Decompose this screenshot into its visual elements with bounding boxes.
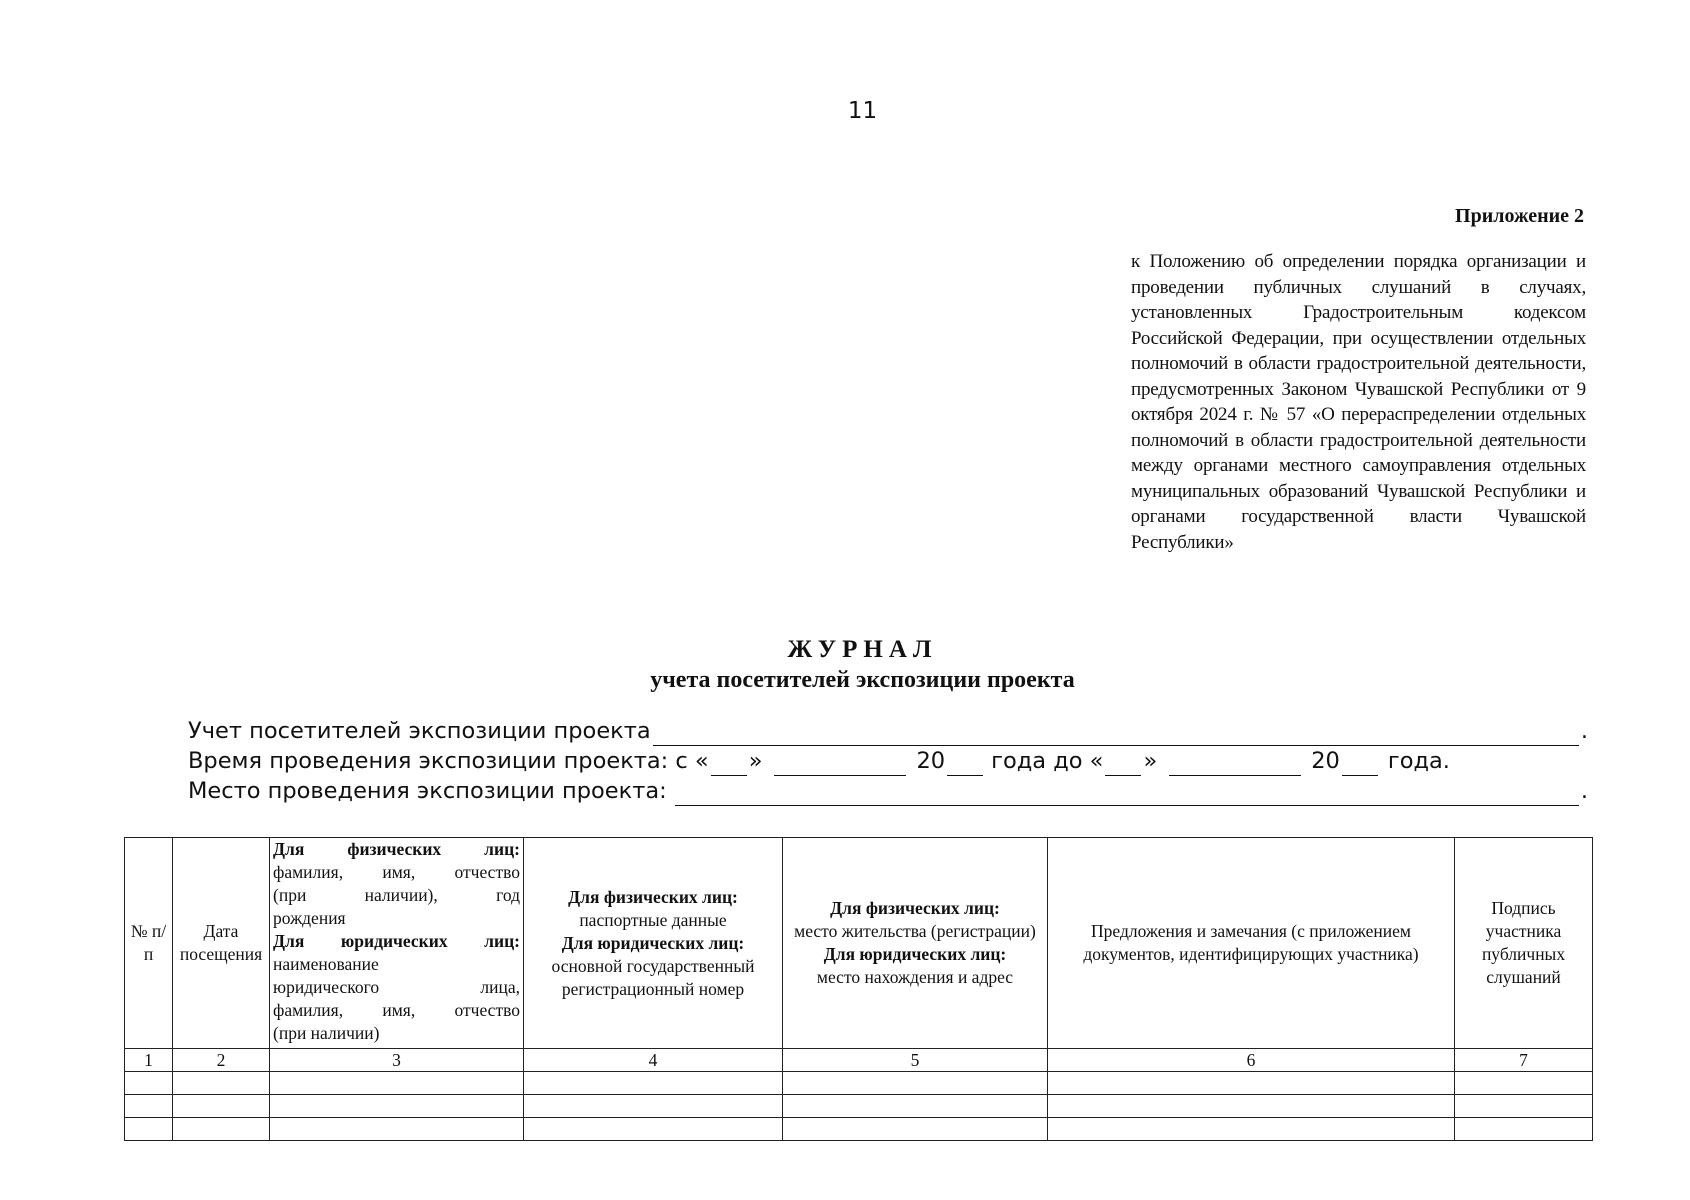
from-year-blank <box>947 753 983 776</box>
journal-subtitle: учета посетителей экспозиции проекта <box>650 667 1075 693</box>
header-number: № п/п <box>125 838 173 1049</box>
table-cell[interactable] <box>1455 1095 1593 1118</box>
header-address-line-1: Для физических лиц: <box>830 898 1000 918</box>
table-cell[interactable] <box>524 1072 783 1095</box>
column-number-3: 3 <box>270 1049 524 1072</box>
header-signature: Подпись участника публичных слушаний <box>1455 838 1593 1049</box>
column-number-7: 7 <box>1455 1049 1593 1072</box>
table-cell[interactable] <box>524 1095 783 1118</box>
table-cell[interactable] <box>270 1095 524 1118</box>
form-line-time <box>188 746 1588 776</box>
from-quote-close: » <box>748 748 763 774</box>
header-name-line-9: (при наличии) <box>273 1023 380 1043</box>
header-name-line-5: Для юридических лиц: <box>273 931 520 951</box>
table-cell[interactable] <box>1455 1118 1593 1141</box>
column-number-5: 5 <box>783 1049 1048 1072</box>
project-label: Учет посетителей экспозиции проекта <box>188 718 651 744</box>
table-cell[interactable] <box>173 1095 270 1118</box>
from-month-blank <box>774 753 906 776</box>
header-name-line-8: фамилия, имя, отчество <box>273 1000 520 1020</box>
journal-title: ЖУРНАЛ <box>787 636 938 663</box>
header-address-line-4: место нахождения и адрес <box>816 967 1014 987</box>
header-address-line-3: Для юридических лиц: <box>823 944 1007 964</box>
table-cell[interactable] <box>125 1095 173 1118</box>
to-quote-close: » <box>1143 748 1158 774</box>
header-passport <box>524 838 783 1049</box>
table-cell[interactable] <box>1048 1118 1455 1141</box>
form-line-project <box>188 716 1588 746</box>
header-name-line-6: наименование <box>273 954 379 974</box>
header-name-line-4: рождения <box>273 908 346 928</box>
place-blank <box>675 783 1579 806</box>
appendix-title: Приложение 2 <box>1455 205 1584 227</box>
table-row <box>125 1072 1593 1095</box>
header-address <box>783 838 1048 1049</box>
table-cell[interactable] <box>1048 1072 1455 1095</box>
to-month-blank <box>1169 753 1301 776</box>
from-day-blank <box>711 753 747 776</box>
table-cell[interactable] <box>524 1118 783 1141</box>
table-cell[interactable] <box>270 1072 524 1095</box>
table-row <box>125 1118 1593 1141</box>
header-passport-line-4: основной государственный регистрационный номер <box>551 955 755 999</box>
form-lines <box>188 716 1588 806</box>
header-row <box>125 838 1593 1049</box>
project-name-blank <box>653 723 1579 746</box>
header-passport-line-3: Для юридических лиц: <box>561 932 745 953</box>
table-cell[interactable] <box>1048 1095 1455 1118</box>
to-day-blank <box>1105 753 1141 776</box>
to-year-suffix: года. <box>1387 748 1450 774</box>
table-cell[interactable] <box>783 1072 1048 1095</box>
header-name-line-2: фамилия, имя, отчество <box>273 862 520 882</box>
column-number-1: 1 <box>125 1049 173 1072</box>
header-address-line-2: место жительства (регистрации) <box>794 921 1036 941</box>
header-passport-line-1: Для физических лиц: <box>568 886 738 907</box>
from-year-suffix: года до « <box>991 748 1104 774</box>
from-year-prefix: 20 <box>916 748 946 774</box>
header-name-line-7: юридического лица, <box>273 977 520 997</box>
page-number: 11 <box>847 98 878 124</box>
visitors-table <box>124 837 1593 1141</box>
column-number-2: 2 <box>173 1049 270 1072</box>
table-row <box>125 1095 1593 1118</box>
column-number-4: 4 <box>524 1049 783 1072</box>
table-cell[interactable] <box>1455 1072 1593 1095</box>
header-name <box>270 838 524 1049</box>
time-label: Время проведения экспозиции проекта: с « <box>188 748 709 774</box>
table-cell[interactable] <box>783 1118 1048 1141</box>
column-number-6: 6 <box>1048 1049 1455 1072</box>
period-mark: . <box>1580 778 1588 804</box>
table-cell[interactable] <box>783 1095 1048 1118</box>
header-name-line-3: (при наличии), год <box>273 885 520 905</box>
period-mark: . <box>1580 718 1588 744</box>
appendix-text: к Положению об определении порядка организации и проведении публичных слушаний в случаях, установленных Градостроительным кодексом Российской Федерации, при осуществлении отдельных полномочий в области градостроительной деятельности, предусмотренных Законом Чувашской Республики от 9 октября 2024 г. № 57 «О перераспределении отдельных полномочий в области градостроительной деятельности между органами местного самоуправления отдельных муниципальных образований Чувашской Республики и органами государственной власти Чувашской Республики» <box>1131 251 1586 553</box>
header-date: Дата посещения <box>173 838 270 1049</box>
table-cell[interactable] <box>270 1118 524 1141</box>
table-cell[interactable] <box>125 1072 173 1095</box>
form-line-place <box>188 776 1588 806</box>
header-name-line-1: Для физических лиц: <box>273 839 520 859</box>
place-label: Место проведения экспозиции проекта: <box>188 778 667 804</box>
header-passport-line-2: паспортные данные <box>579 909 727 930</box>
to-year-prefix: 20 <box>1311 748 1340 774</box>
header-proposals: Предложения и замечания (с приложением документов, идентифицирующих участника) <box>1048 838 1455 1049</box>
table-cell[interactable] <box>173 1118 270 1141</box>
number-row <box>125 1049 1593 1072</box>
table-cell[interactable] <box>125 1118 173 1141</box>
to-year-blank <box>1342 753 1378 776</box>
table-cell[interactable] <box>173 1072 270 1095</box>
